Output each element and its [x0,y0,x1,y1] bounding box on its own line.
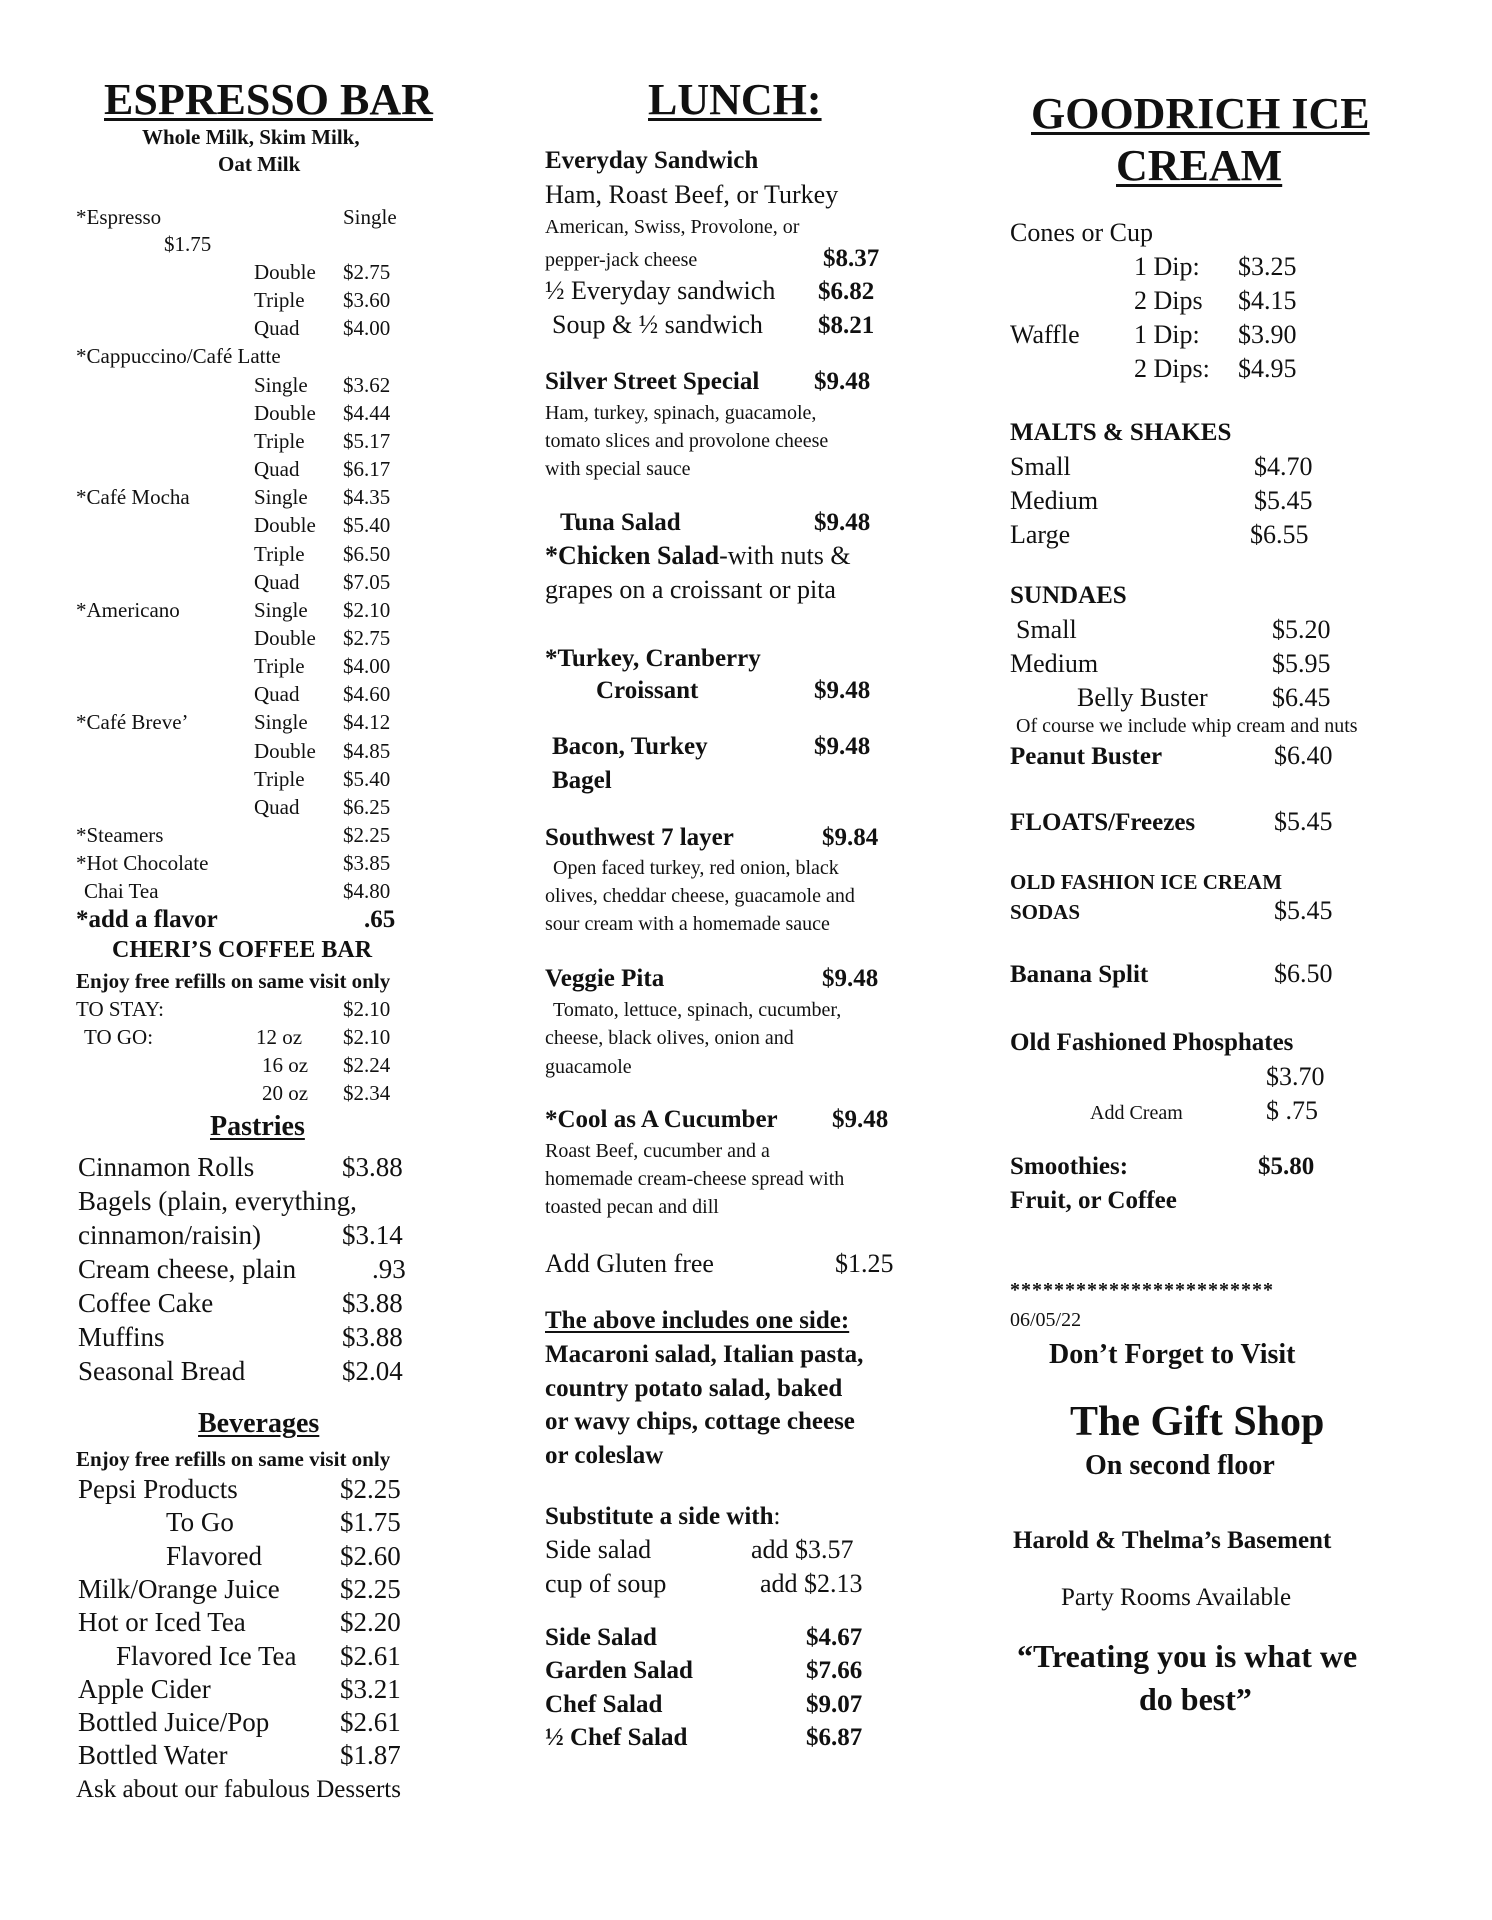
to-go-price: $2.10 [343,1025,391,1049]
espresso-item-size: Quad [254,795,300,819]
substitute-item-price: add $2.13 [760,1569,863,1598]
cucumber-desc1: Roast Beef, cucumber and a [545,1140,770,1162]
beverage-item-price: $2.25 [340,1474,401,1504]
espresso-item-size: Double [254,513,316,537]
espresso-item-size: Double [254,739,316,763]
desserts-note: Ask about our fabulous Desserts [76,1776,401,1803]
pastry-item-name: Muffins [78,1322,165,1352]
ice-cream-title-line1: GOODRICH ICE [1031,89,1370,138]
peanut-buster-price: $6.40 [1274,741,1333,770]
to-stay-price: $2.10 [343,997,391,1021]
waffle-dip-price: $4.95 [1238,354,1297,383]
pastry-item-name: Seasonal Bread [78,1356,246,1386]
slogan-line2: do best” [1139,1681,1252,1717]
waffle-dip-price: $3.90 [1238,320,1297,349]
to-go-price: $2.24 [343,1053,391,1077]
beverage-item-price: $2.20 [340,1607,401,1637]
beverage-item-name: Bottled Juice/Pop [78,1707,270,1737]
banana-split-price: $6.50 [1274,959,1333,988]
southwest-desc2: olives, cheddar cheese, guacamole and [545,885,855,907]
second-floor-line: On second floor [1085,1450,1275,1481]
espresso-item-name: *Cappuccino/Café Latte [76,344,281,368]
turkey-cranberry-line2: Croissant [596,677,699,704]
add-flavor-label: *add a flavor [76,906,218,933]
pastry-item-price: $3.88 [342,1322,403,1352]
add-cream-label: Add Cream [1090,1102,1183,1124]
espresso-item-name: *Americano [76,598,180,622]
espresso-item-price: $2.75 [343,626,391,650]
cones-label: Cones or Cup [1010,218,1153,247]
phosphates-price: $3.70 [1266,1062,1325,1091]
chicken-salad-line [545,543,851,569]
malt-size-label: Medium [1010,486,1099,515]
salad-item-name: Side Salad [545,1624,657,1651]
sundae-size-label: Small [1016,615,1077,644]
pastry-item-name: cinnamon/raisin) [78,1220,261,1250]
pastry-item-price: $3.14 [342,1220,403,1250]
beverage-item-name: Flavored Ice Tea [116,1641,297,1671]
waffle-dip-label: 1 Dip: [1134,320,1200,349]
espresso-item-price: $6.17 [343,457,391,481]
cone-dip-price: $3.25 [1238,252,1297,281]
to-go-size: 20 oz [262,1081,309,1105]
malts-title: MALTS & SHAKES [1010,419,1232,446]
beverage-item-price: $2.61 [340,1707,401,1737]
to-go-size: 16 oz [262,1053,309,1077]
party-rooms-line: Party Rooms Available [1061,1584,1292,1611]
pastries-title: Pastries [210,1111,305,1142]
gluten-free-label: Add Gluten free [545,1249,714,1278]
espresso-item-price: $4.00 [343,316,391,340]
espresso-item-size: Single [254,710,308,734]
sundae-size-price: $6.45 [1272,683,1331,712]
bacon-turkey-line2: Bagel [552,767,612,794]
espresso-item-size: Triple [254,429,305,453]
pastry-item-name: Bagels (plain, everything, [78,1186,357,1216]
espresso-single-price: $1.75 [164,232,212,256]
waffle-label: Waffle [1010,320,1080,349]
espresso-item-price: $4.12 [343,710,391,734]
tuna-price: $9.48 [814,509,871,536]
espresso-item-size: Single [254,485,308,509]
phosphates-label: Old Fashioned Phosphates [1010,1029,1294,1056]
cucumber-price: $9.48 [832,1106,889,1133]
gluten-free-price: $1.25 [835,1249,894,1278]
espresso-item-price: $2.10 [343,598,391,622]
chicken-salad-line2: grapes on a croissant or pita [545,575,836,604]
everyday-cheeses: American, Swiss, Provolone, or [545,216,800,238]
salad-item-name: Chef Salad [545,1691,663,1718]
espresso-item-price: $4.60 [343,682,391,706]
everyday-price: $8.37 [823,245,880,272]
coffee-bar-refill-note: Enjoy free refills on same visit only [76,969,391,993]
coffee-bar-title: CHERI’S COFFEE BAR [112,937,373,963]
espresso-item-size: Quad [254,457,300,481]
beverage-item-price: $2.60 [340,1541,401,1571]
espresso-name: *Espresso [76,205,162,229]
everyday-meats: Ham, Roast Beef, or Turkey [545,180,839,209]
beverages-title: Beverages [198,1408,320,1439]
beverages-refill-note: Enjoy free refills on same visit only [76,1447,391,1471]
pastry-item-price: $2.04 [342,1356,403,1386]
cucumber-desc3: toasted pecan and dill [545,1196,719,1218]
substitute-item-name: Side salad [545,1535,652,1564]
cone-dip-label: 2 Dips [1134,286,1203,315]
whip-note: Of course we include whip cream and nuts [1016,715,1358,737]
half-everyday-price: $6.82 [818,278,875,305]
sundae-size-price: $5.20 [1272,615,1331,644]
espresso-item-size: Triple [254,288,305,312]
beverage-item-name: Pepsi Products [78,1474,238,1504]
beverage-item-price: $3.21 [340,1674,401,1704]
southwest-desc3: sour cream with a homemade sauce [545,913,830,935]
soup-half-price: $8.21 [818,312,875,339]
southwest-title: Southwest 7 layer [545,824,734,851]
pastry-item-price: $3.88 [342,1288,403,1318]
espresso-single-label: Single [343,205,397,229]
gift-shop-title: The Gift Shop [1070,1399,1325,1445]
add-flavor-price: .65 [364,906,396,933]
slogan-line1: “Treating you is what we [1017,1638,1358,1674]
beverage-item-name: Apple Cider [78,1674,211,1704]
cucumber-desc2: homemade cream-cheese spread with [545,1168,845,1190]
veggie-desc2: cheese, black olives, onion and [545,1027,794,1049]
sundaes-title: SUNDAES [1010,582,1127,609]
espresso-item-price: $2.25 [343,823,391,847]
everyday-cheeses2: pepper-jack cheese [545,249,698,271]
veggie-pita-price: $9.48 [822,965,879,992]
to-go-size: 12 oz [256,1025,303,1049]
veggie-desc3: guacamole [545,1056,632,1078]
espresso-item-price: $6.50 [343,542,391,566]
basement-line: Harold & Thelma’s Basement [1013,1527,1332,1554]
salad-item-price: $6.87 [806,1724,863,1751]
espresso-item-price: $4.35 [343,485,391,509]
espresso-item-price: $4.00 [343,654,391,678]
substitute-item-name: cup of soup [545,1569,667,1598]
espresso-item-name: *Café Breve’ [76,710,189,734]
sodas-price: $5.45 [1274,896,1333,925]
side-line1: Macaroni salad, Italian pasta, [545,1341,864,1368]
beverage-item-price: $1.75 [340,1507,401,1537]
salad-item-name: Garden Salad [545,1657,693,1684]
espresso-item-size: Triple [254,542,305,566]
espresso-item-name: *Steamers [76,823,164,847]
veggie-pita-title: Veggie Pita [545,965,665,992]
smoothies-label: Smoothies: [1010,1153,1129,1180]
peanut-buster-label: Peanut Buster [1010,743,1163,770]
floats-label: FLOATS/Freezes [1010,809,1196,836]
cucumber-title: *Cool as A Cucumber [545,1106,778,1133]
beverage-item-name: Milk/Orange Juice [78,1574,280,1604]
malt-size-price: $5.45 [1254,486,1313,515]
turkey-cranberry-line1: *Turkey, Cranberry [545,645,761,672]
sundae-size-price: $5.95 [1272,649,1331,678]
veggie-desc1: Tomato, lettuce, spinach, cucumber, [553,999,842,1021]
espresso-item-size: Triple [254,654,305,678]
espresso-item-size: Double [254,626,316,650]
southwest-price: $9.84 [822,824,879,851]
substitute-colon: : [773,1503,781,1530]
espresso-item-size: Double [254,401,316,425]
pastry-item-name: Cream cheese, plain [78,1254,297,1284]
espresso-item-size: Quad [254,570,300,594]
smoothies-price: $5.80 [1258,1153,1315,1180]
espresso-item-price: $4.44 [343,401,391,425]
milk-options-line1: Whole Milk, Skim Milk, [142,125,360,149]
malt-size-price: $4.70 [1254,452,1313,481]
beverage-item-name: To Go [166,1507,234,1537]
floats-price: $5.45 [1274,807,1333,836]
espresso-item-name: Chai Tea [84,879,159,903]
espresso-item-price: $5.40 [343,767,391,791]
beverage-item-price: $1.87 [340,1740,401,1770]
turkey-cranberry-price: $9.48 [814,677,871,704]
menu-date: 06/05/22 [1010,1309,1082,1331]
add-cream-price: $ .75 [1266,1096,1318,1125]
espresso-item-price: $5.40 [343,513,391,537]
to-go-price: $2.34 [343,1081,391,1105]
tuna-title: Tuna Salad [560,509,681,536]
malt-size-label: Large [1010,520,1071,549]
visit-line: Don’t Forget to Visit [1049,1339,1296,1370]
soup-half: Soup & ½ sandwich [552,310,763,339]
silver-desc3: with special sauce [545,458,691,480]
substitute-heading: Substitute a side with [545,1503,774,1530]
southwest-desc1: Open faced turkey, red onion, black [553,857,839,879]
sundae-size-label: Medium [1010,649,1099,678]
silver-street-title: Silver Street Special [545,368,760,395]
substitute-heading-line [545,1504,780,1529]
pastry-item-name: Cinnamon Rolls [78,1152,255,1182]
ice-cream-title-line2: CREAM [1116,141,1283,190]
side-line2: country potato salad, baked [545,1375,843,1402]
silver-desc2: tomato slices and provolone cheese [545,430,829,452]
bacon-turkey-price: $9.48 [814,733,871,760]
espresso-bar-title: ESPRESSO BAR [104,75,433,124]
beverage-item-name: Hot or Iced Tea [78,1607,246,1637]
malt-size-price: $6.55 [1250,520,1309,549]
silver-desc1: Ham, turkey, spinach, guacamole, [545,402,817,424]
espresso-item-price: $4.85 [343,739,391,763]
to-stay-label: TO STAY: [76,997,164,1021]
espresso-item-price: $4.80 [343,879,391,903]
substitute-item-price: add $3.57 [751,1535,854,1564]
espresso-item-price: $3.62 [343,373,391,397]
espresso-item-name: *Hot Chocolate [76,851,209,875]
chicken-salad-rest: -with nuts & [719,541,851,570]
side-heading: The above includes one side: [545,1307,850,1334]
espresso-item-size: Quad [254,316,300,340]
sundae-size-label: Belly Buster [1077,683,1208,712]
pastry-item-price: .93 [372,1254,406,1284]
side-line3: or wavy chips, cottage cheese [545,1408,855,1435]
espresso-item-price: $5.17 [343,429,391,453]
espresso-item-name: *Café Mocha [76,485,190,509]
espresso-item-size: Double [254,260,316,284]
side-line4: or coleslaw [545,1442,664,1469]
banana-split-label: Banana Split [1010,961,1149,988]
cone-dip-price: $4.15 [1238,286,1297,315]
milk-options-line2: Oat Milk [218,152,301,176]
cone-dip-label: 1 Dip: [1134,252,1200,281]
bacon-turkey-line1: Bacon, Turkey [552,733,708,760]
espresso-item-size: Quad [254,682,300,706]
half-everyday: ½ Everyday sandwich [545,276,776,305]
espresso-item-size: Single [254,598,308,622]
espresso-item-price: $3.85 [343,851,391,875]
lunch-title: LUNCH: [648,75,822,124]
beverage-item-price: $2.25 [340,1574,401,1604]
smoothies-line2: Fruit, or Coffee [1010,1187,1177,1214]
salad-item-price: $4.67 [806,1624,863,1651]
everyday-sandwich-title: Everyday Sandwich [545,147,759,174]
salad-item-name: ½ Chef Salad [545,1724,688,1751]
pastry-item-name: Coffee Cake [78,1288,214,1318]
silver-street-price: $9.48 [814,368,871,395]
espresso-item-price: $6.25 [343,795,391,819]
beverage-item-name: Flavored [166,1541,262,1571]
beverage-item-price: $2.61 [340,1641,401,1671]
waffle-dip-label: 2 Dips: [1134,354,1210,383]
espresso-item-price: $7.05 [343,570,391,594]
sodas-label-line2: SODAS [1010,900,1081,924]
espresso-item-price: $2.75 [343,260,391,284]
malt-size-label: Small [1010,452,1071,481]
sodas-label-line1: OLD FASHION ICE CREAM [1010,870,1283,894]
to-go-label: TO GO: [84,1025,154,1049]
espresso-item-size: Single [254,373,308,397]
salad-item-price: $9.07 [806,1691,863,1718]
espresso-item-price: $3.60 [343,288,391,312]
salad-item-price: $7.66 [806,1657,863,1684]
chicken-salad-title: *Chicken Salad [545,541,720,570]
beverage-item-name: Bottled Water [78,1740,228,1770]
star-divider: ************************ [1010,1279,1274,1301]
pastry-item-price: $3.88 [342,1152,403,1182]
espresso-item-size: Triple [254,767,305,791]
